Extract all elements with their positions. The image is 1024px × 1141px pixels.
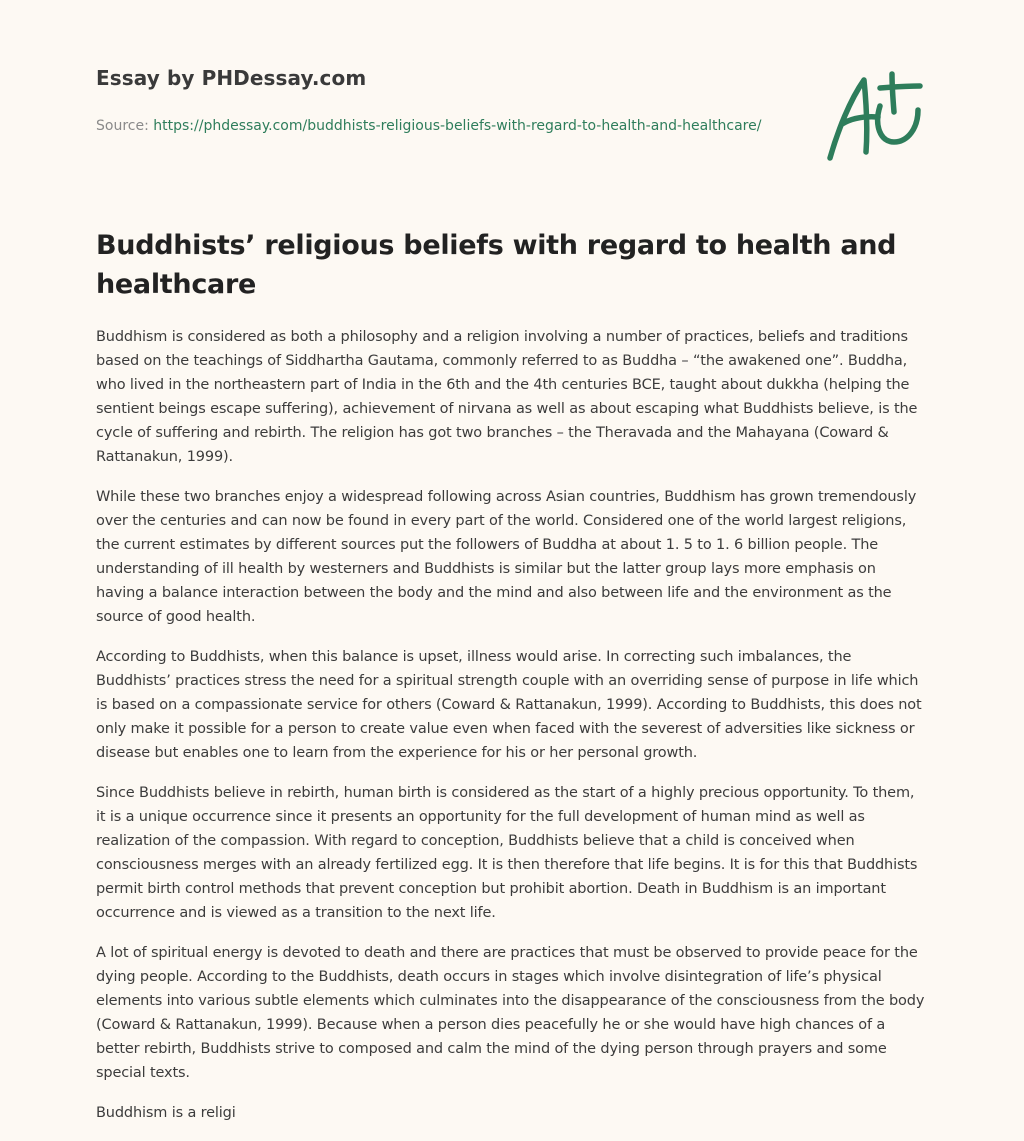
essay-title: Buddhists’ religious beliefs with regard to health and healthcare: [96, 230, 897, 300]
a-plus-logo-icon: [822, 70, 926, 164]
essay-paragraph: Buddhism is a religi: [96, 1105, 236, 1121]
essay-paragraph: A lot of spiritual energy is devoted to death and there are practices that must be observed to provide peace for the dying people. According to the Buddhists, death occurs in stages which involve disintegration of life’s physical elements into various subtle elements which culminates into the disappearance of the consciousness from the body (Coward & Rattanakun, 1999). Because when a person dies peacefully he or she would have high chances of a better rebirth, Buddhists strive to composed and calm the mind of the dying person through prayers and some special texts.: [96, 945, 925, 1081]
essay-paragraph: According to Buddhists, when this balance is upset, illness would arise. In correcting such imbalances, the Buddhists’ practices stress the need for a spiritual strength couple with an overriding sense of purpose in life which is based on a compassionate service for others (Coward & Rattanakun, 1999). According to Buddhists, this does not only make it possible for a person to create value even when faced with the severest of adversities like sickness or disease but enables one to learn from the experience for his or her personal growth.: [96, 649, 922, 761]
source-link[interactable]: https://phdessay.com/buddhists-religious-beliefs-with-regard-to-health-and-healthcare/: [153, 118, 762, 134]
essay-paragraph: While these two branches enjoy a widespread following across Asian countries, Buddhism has grown tremendously over the centuries and can now be found in every part of the world. Considered one of the world largest religions, the current estimates by different sources put the followers of Buddha at about 1. 5 to 1. 6 billion people. The understanding of ill health by westerners and Buddhists is similar but the latter group lays more emphasis on having a balance interaction between the body and the mind and also between life and the environment as the source of good health.: [96, 489, 917, 625]
source-label: Source:: [96, 118, 149, 134]
source-line: [96, 115, 796, 138]
page-header: [96, 62, 796, 138]
site-title: Essay by PHDessay.com: [96, 66, 367, 90]
essay-body: [96, 325, 928, 1141]
essay-paragraph: Since Buddhists believe in rebirth, human birth is considered as the start of a highly precious opportunity. To them, it is a unique occurrence since it presents an opportunity for the full development of human mind as well as realization of the compassion. With regard to conception, Buddhists believe that a child is conceived when consciousness merges with an already fertilized egg. It is then therefore that life begins. It is for this that Buddhists permit birth control methods that prevent conception but prohibit abortion. Death in Buddhism is an important occurrence and is viewed as a transition to the next life.: [96, 785, 918, 921]
essay-paragraph: Buddhism is considered as both a philosophy and a religion involving a number of practices, beliefs and traditions based on the teachings of Siddhartha Gautama, commonly referred to as Buddha – “the awakened one”. Buddha, who lived in the northeastern part of India in the 6th and the 4th centuries BCE, taught about dukkha (helping the sentient beings escape suffering), achievement of nirvana as well as about escaping what Buddhists believe, is the cycle of suffering and rebirth. The religion has got two branches – the Theravada and the Mahayana (Coward & Rattanakun, 1999).: [96, 329, 918, 465]
